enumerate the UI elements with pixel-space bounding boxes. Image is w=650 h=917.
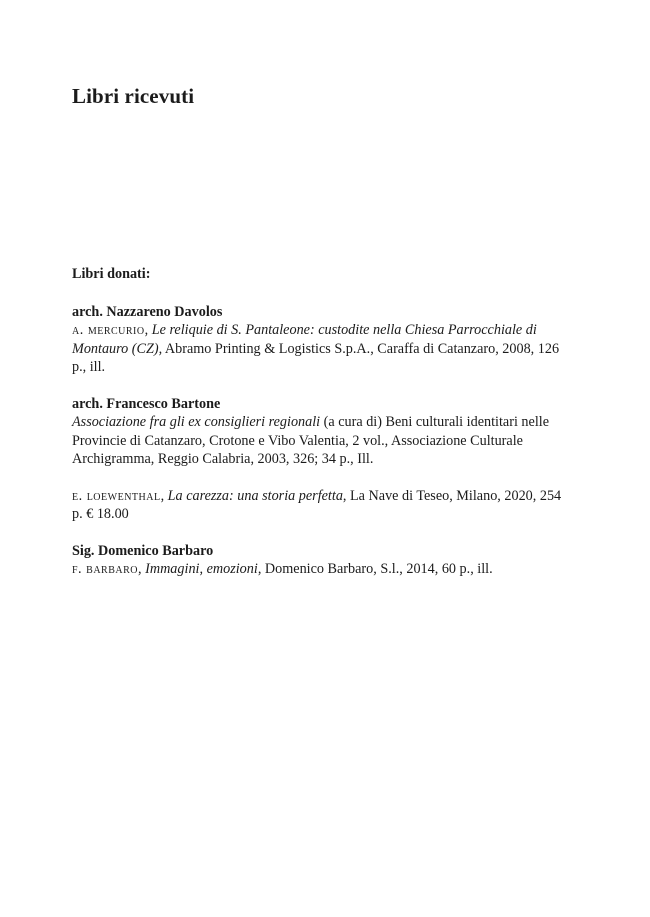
book-details: , La Nave di Teseo, Milano, 2020, 254 p. € 18.00 [72,487,562,522]
donor-name: Sig. Domenico Barbaro [72,542,214,559]
book-author: f. barbaro [72,561,138,577]
donations-section [72,265,562,597]
separator: , [138,561,146,577]
donor-name: arch. Nazzareno Davolos [72,303,223,320]
section-heading: Libri donati: [72,266,151,282]
page-title: Libri ricevuti [72,84,195,108]
donor-group [72,542,562,579]
donor-group [72,395,562,524]
book-author: e. loewenthal [72,487,161,504]
donor-group [72,303,562,377]
separator: , [160,487,168,504]
book-title: Le reliquie di S. Pantaleone: custodite nella Chiesa Parrocchiale di Montauro (CZ), [72,322,537,357]
book-title: La carezza: una storia perfetta [167,487,343,504]
donor-name: arch. Francesco Bartone [72,395,221,412]
separator: , [144,322,152,338]
book-entry [72,487,562,524]
book-entry [72,321,562,377]
book-details: , Domenico Barbaro, S.l., 2014, 60 p., ill. [257,561,493,577]
book-entry [72,560,562,579]
book-entry [72,413,562,469]
book-title: Associazione fra gli ex consiglieri regionali [72,414,321,430]
book-details: (a cura di) Beni culturali identitari nelle Provincie di Catanzaro, Crotone e Vibo Valentia, 2 vol., Associazione Culturale Archigramma, Reggio Calabria, 2003, 326; 34 p., Ill. [72,414,550,467]
book-author: a. mercurio [72,322,145,338]
book-details: Abramo Printing & Logistics S.p.A., Caraffa di Catanzaro, 2008, 126 p., ill. [72,340,560,375]
book-title: Immagini, emozioni [145,561,258,577]
